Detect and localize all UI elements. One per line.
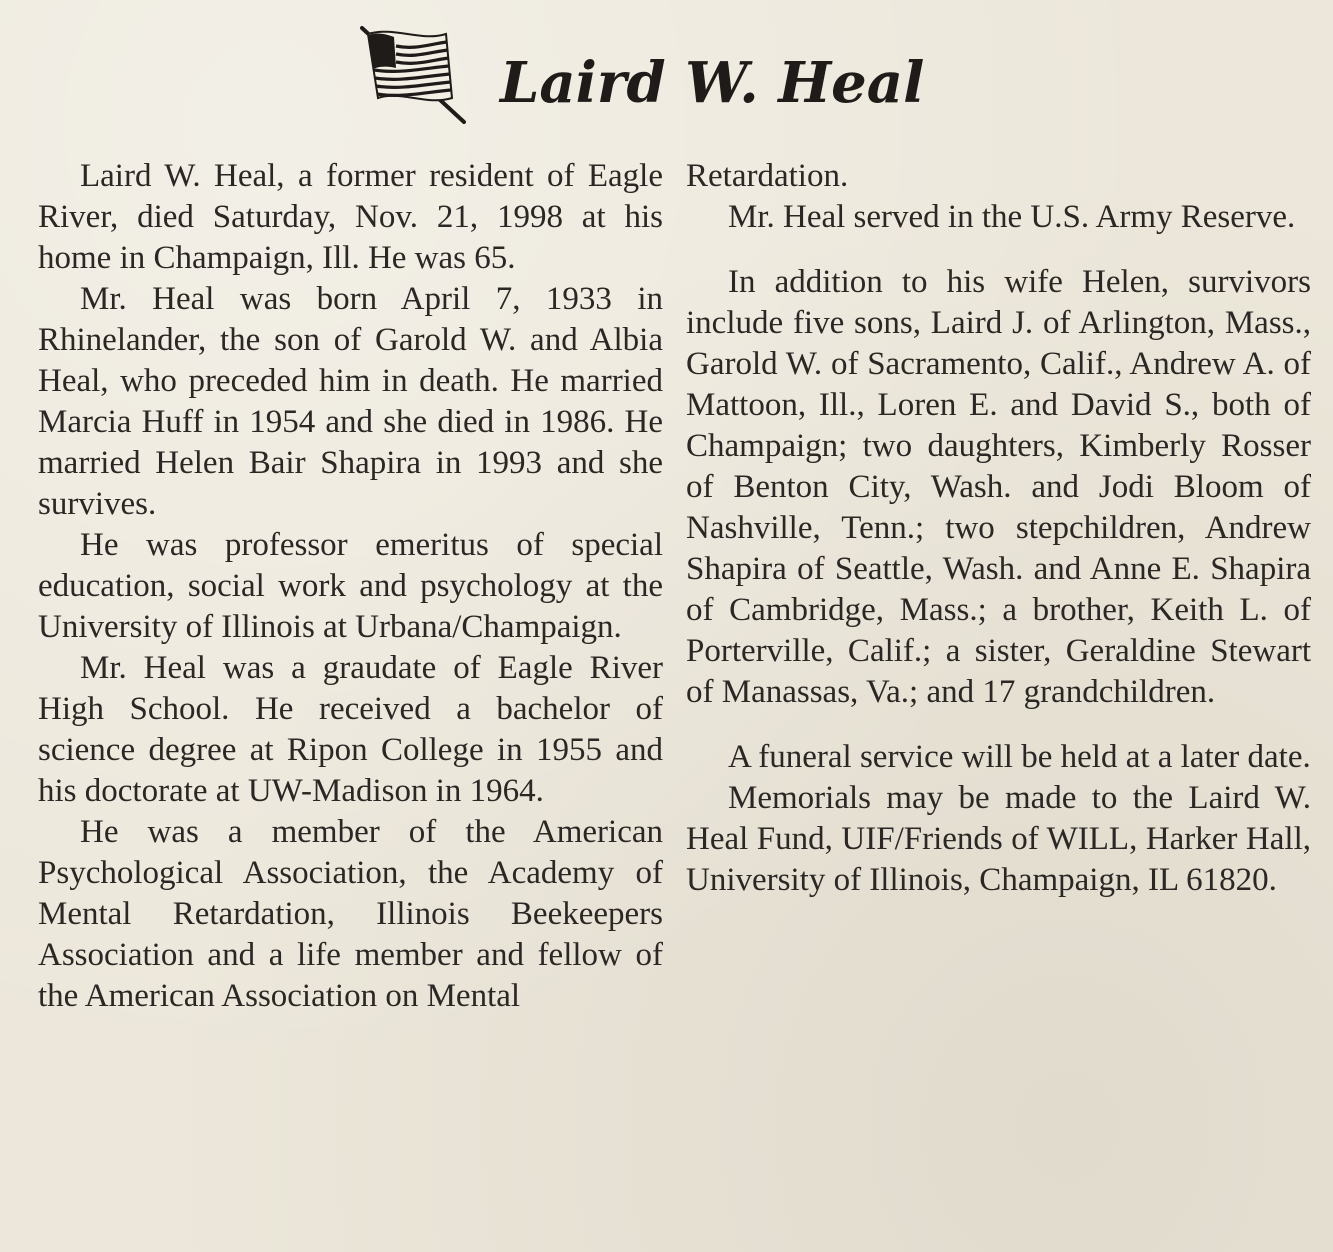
left-column xyxy=(38,156,663,1017)
paragraph: Memorials may be made to the Laird W. Heal Fund, UIF/Friends of WILL, Harker Hall, University of Illinois, Champaign, IL 61820. xyxy=(686,780,1311,898)
paragraph: A funeral service will be held at a later date. xyxy=(728,739,1311,775)
obituary-title: Laird W. Heal xyxy=(500,50,925,116)
paragraph: Mr. Heal was born April 7, 1933 in Rhinelander, the son of Garold W. and Albia Heal, who preceded him in death. He married Marcia Huff in 1954 and she died in 1986. He married Helen Bair Shapira in 1993 and she survives. xyxy=(38,281,663,522)
paragraph: He was professor emeritus of special education, social work and psychology at the University of Illinois at Urbana/Champaign. xyxy=(38,527,663,645)
paragraph: He was a member of the American Psychological Association, the Academy of Mental Retardation, Illinois Beekeepers Association and a life member and fellow of the American Association on Mental xyxy=(38,814,663,1014)
paragraph: Mr. Heal was a graudate of Eagle River High School. He received a bachelor of science degree at Ripon College in 1955 and his doctorate at UW-Madison in 1964. xyxy=(38,650,663,809)
paragraph: Laird W. Heal, a former resident of Eagle River, died Saturday, Nov. 21, 1998 at his home in Champaign, Ill. He was 65. xyxy=(38,158,663,276)
obituary-header xyxy=(0,18,1333,128)
right-column xyxy=(686,156,1311,901)
paragraph: Retardation. xyxy=(686,158,849,194)
american-flag-icon xyxy=(360,24,470,124)
paragraph: Mr. Heal served in the U.S. Army Reserve. xyxy=(728,199,1296,235)
paragraph: In addition to his wife Helen, survivors include five sons, Laird J. of Arlington, Mass., Garold W. of Sacramento, Calif., Andrew A. of Mattoon, Ill., Loren E. and David S., both of Champaign; two daughters, Kimberly Rosser of Benton City, Wash. and Jodi Bloom of Nashville, Tenn.; two stepchildren, Andrew Shapira of Seattle, Wash. and Anne E. Shapira of Cambridge, Mass.; a brother, Keith L. of Porterville, Calif.; a sister, Geraldine Stewart of Manassas, Va.; and 17 grandchildren. xyxy=(686,264,1311,710)
